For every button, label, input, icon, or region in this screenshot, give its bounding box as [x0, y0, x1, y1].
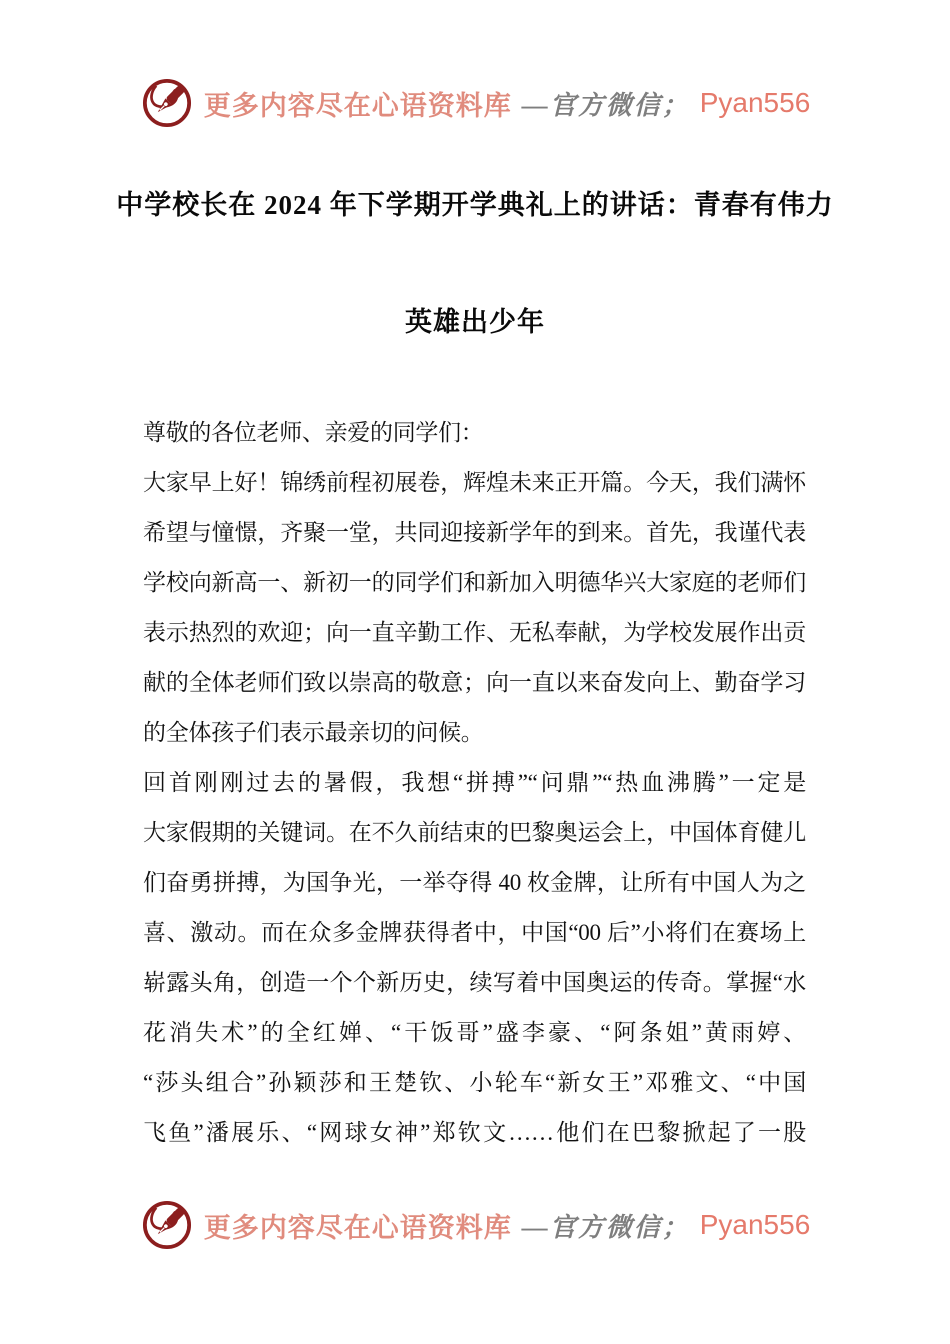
wechat-id: Pyan556 [699, 1209, 811, 1240]
body-line: 大家早上好！锦绣前程初展卷，辉煌未来正开篇。今天，我们满怀 [143, 470, 806, 495]
pen-logo-icon [140, 1198, 194, 1252]
wechat-id: Pyan556 [699, 87, 811, 118]
body-line-salutation: 尊敬的各位老师、亲爱的同学们： [143, 420, 484, 445]
body-line: 希望与憧憬，齐聚一堂，共同迎接新学年的到来。首先，我谨代表 [143, 520, 806, 545]
pen-logo-icon [140, 76, 194, 130]
body-line-paragraph-end: 的全体孩子们表示最亲切的问候。 [143, 720, 484, 745]
body-line: 们奋勇拼搏，为国争光，一举夺得 40 枚金牌，让所有中国人为之 [143, 870, 806, 895]
body-line: 飞鱼”潘展乐、“网球女神”郑钦文……他们在巴黎掀起了一股 [143, 1120, 806, 1145]
document-title-line1: 中学校长在 2024 年下学期开学典礼上的讲话：青春有伟力 [116, 190, 834, 220]
body-line: 大家假期的关键词。在不久前结束的巴黎奥运会上，中国体育健儿 [143, 820, 806, 845]
document-title-line2: 英雄出少年 [405, 307, 545, 337]
body-line: 喜、激动。而在众多金牌获得者中，中国“00 后”小将们在赛场上 [143, 920, 806, 945]
body-line: 花消失术”的全红婵、“干饭哥”盛李豪、“阿条姐”黄雨婷、 [143, 1020, 806, 1045]
document-body [143, 408, 806, 1158]
body-line: 回首刚刚过去的暑假，我想“拼搏”“问鼎”“热血沸腾”一定是 [143, 770, 806, 795]
body-line: 崭露头角，创造一个个新历史，续写着中国奥运的传奇。掌握“水 [143, 970, 806, 995]
wechat-label: —官方微信； [521, 1212, 690, 1242]
footer-branding [0, 1198, 950, 1252]
brand-text: 更多内容尽在心语资料库 [203, 1212, 512, 1243]
body-line: 学校向新高一、新初一的同学们和新加入明德华兴大家庭的老师们 [143, 570, 806, 595]
body-line: “莎头组合”孙颖莎和王楚钦、小轮车“新女王”邓雅文、“中国 [143, 1070, 806, 1095]
header-branding [0, 76, 950, 130]
body-line: 献的全体老师们致以崇高的敬意；向一直以来奋发向上、勤奋学习 [143, 670, 806, 695]
wechat-label: —官方微信； [521, 90, 690, 120]
body-line: 表示热烈的欢迎；向一直辛勤工作、无私奉献，为学校发展作出贡 [143, 620, 806, 645]
brand-text: 更多内容尽在心语资料库 [203, 90, 512, 121]
